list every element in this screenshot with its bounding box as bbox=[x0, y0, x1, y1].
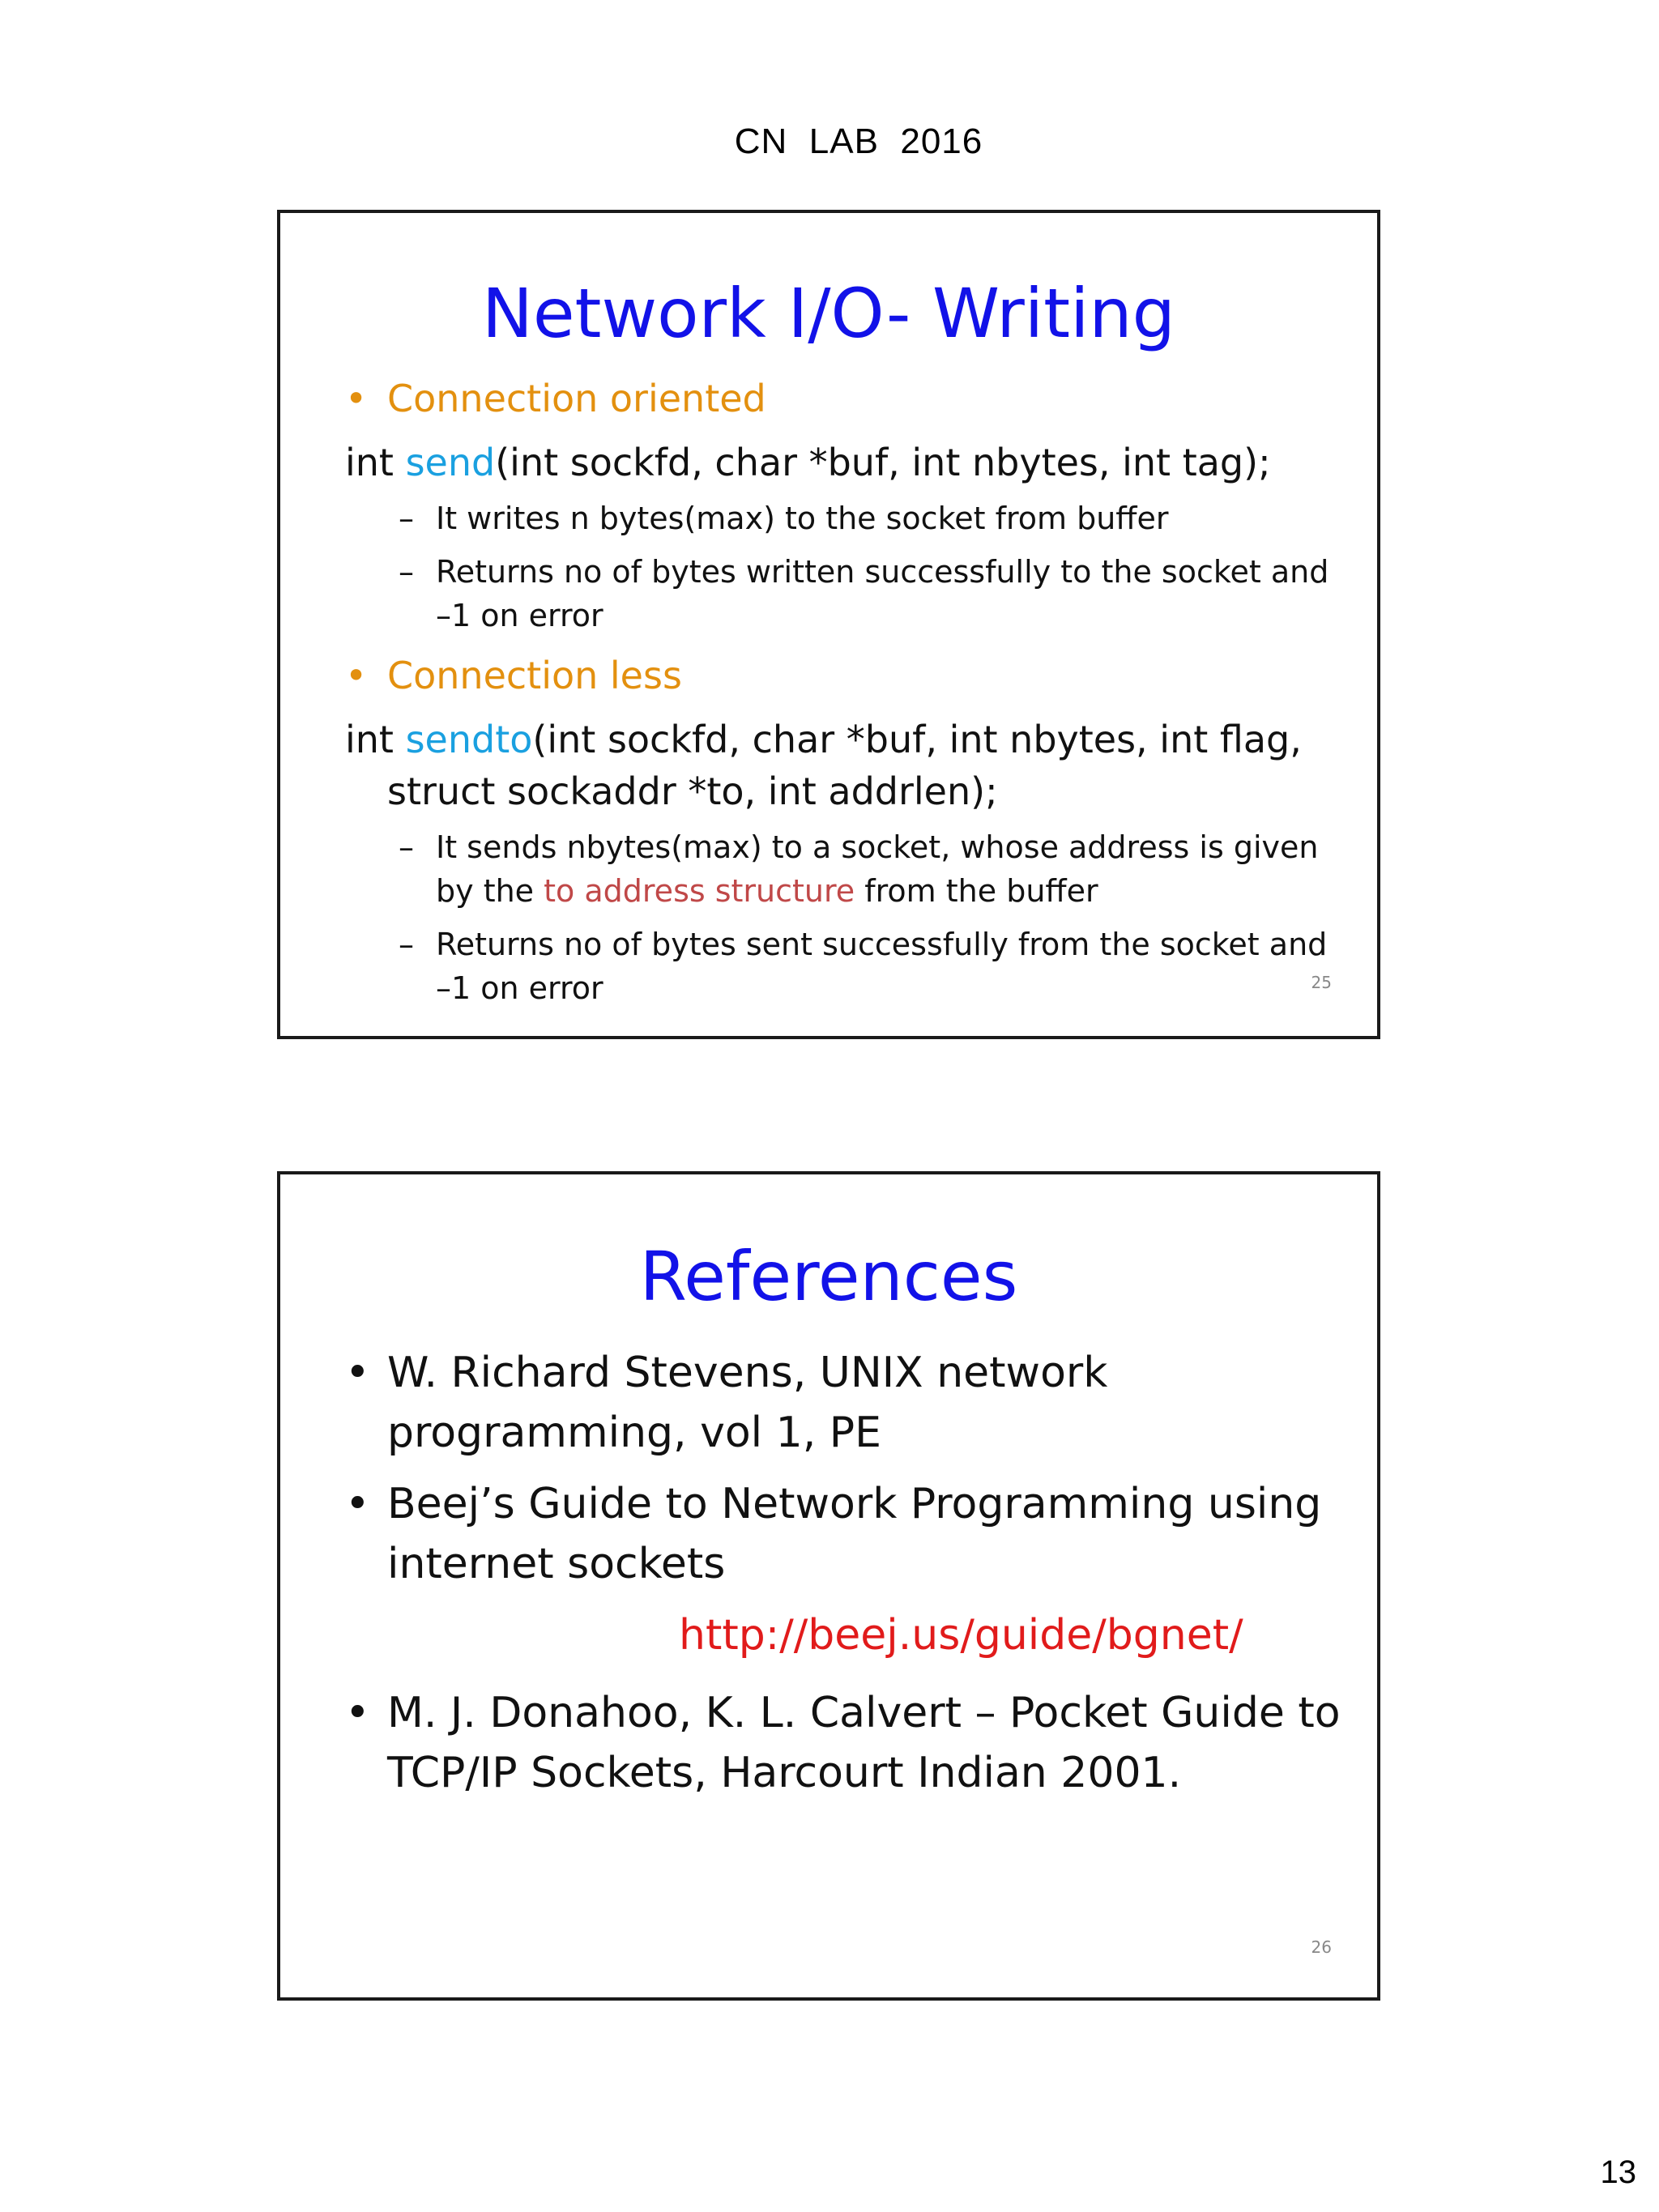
reference-text: M. J. Donahoo, K. L. Calvert – Pocket Guide to TCP/IP Sockets, Harcourt Indian 2001. bbox=[387, 1689, 1341, 1797]
slide-content bbox=[345, 1343, 1345, 1814]
reference-item bbox=[345, 1474, 1345, 1594]
document-header: CN LAB 2016 bbox=[734, 121, 983, 161]
dash-icon: – bbox=[399, 927, 414, 962]
function-name: sendto bbox=[405, 718, 533, 761]
signature-params: (int sockfd, char *buf, int nbytes, int flag, struct sockaddr *to, int addrlen); bbox=[387, 718, 1302, 813]
sub-bullet bbox=[345, 923, 1345, 1010]
slide-title: References bbox=[639, 1237, 1018, 1316]
slide-title: Network I/O- Writing bbox=[482, 274, 1175, 353]
dash-icon: – bbox=[399, 829, 414, 865]
reference-item bbox=[345, 1343, 1345, 1463]
sub-bullet-text: It sends nbytes(max) to a socket, whose address is given by the bbox=[436, 829, 1319, 909]
bullet-connection-less bbox=[345, 652, 1345, 699]
sub-bullet bbox=[345, 825, 1345, 913]
slide-number: 26 bbox=[1311, 1937, 1332, 1957]
bullet-label: Connection oriented bbox=[387, 377, 766, 420]
sub-bullet bbox=[345, 497, 1345, 540]
reference-text: W. Richard Stevens, UNIX network programming, vol 1, PE bbox=[387, 1349, 1108, 1457]
slide-content bbox=[345, 375, 1345, 1020]
highlighted-term: to address structure bbox=[544, 873, 855, 909]
signature-params: (int sockfd, char *buf, int nbytes, int tag); bbox=[495, 441, 1271, 484]
slide-number: 25 bbox=[1311, 973, 1332, 992]
sub-bullet-text: Returns no of bytes sent successfully from the socket and –1 on error bbox=[436, 927, 1328, 1006]
bullet-connection-oriented bbox=[345, 375, 1345, 422]
reference-item bbox=[345, 1683, 1345, 1803]
dash-icon: – bbox=[399, 554, 414, 590]
slide-network-io-writing bbox=[277, 210, 1380, 1039]
signature-prefix: int bbox=[345, 441, 406, 484]
sub-bullet-text: from the buffer bbox=[855, 873, 1098, 909]
send-signature bbox=[345, 437, 1345, 488]
bullet-label: Connection less bbox=[387, 654, 682, 697]
page-number: 13 bbox=[1600, 2154, 1636, 2190]
bullet-icon: • bbox=[345, 654, 368, 697]
bullet-icon: • bbox=[345, 1480, 370, 1528]
reference-text: Beej’s Guide to Network Programming using internet sockets bbox=[387, 1480, 1322, 1588]
slide-references bbox=[277, 1171, 1380, 2001]
bullet-icon: • bbox=[345, 1689, 370, 1737]
signature-prefix: int bbox=[345, 718, 406, 761]
sub-bullet bbox=[345, 550, 1345, 637]
sub-bullet-text: It writes n bytes(max) to the socket from buffer bbox=[436, 501, 1169, 536]
reference-url-link[interactable]: http://beej.us/guide/bgnet/ bbox=[679, 1611, 1243, 1660]
sub-bullet-text: Returns no of bytes written successfully to the socket and –1 on error bbox=[436, 554, 1329, 633]
bullet-icon: • bbox=[345, 377, 368, 420]
sendto-signature bbox=[345, 714, 1345, 817]
bullet-icon: • bbox=[345, 1349, 370, 1397]
dash-icon: – bbox=[399, 501, 414, 536]
function-name: send bbox=[405, 441, 496, 484]
